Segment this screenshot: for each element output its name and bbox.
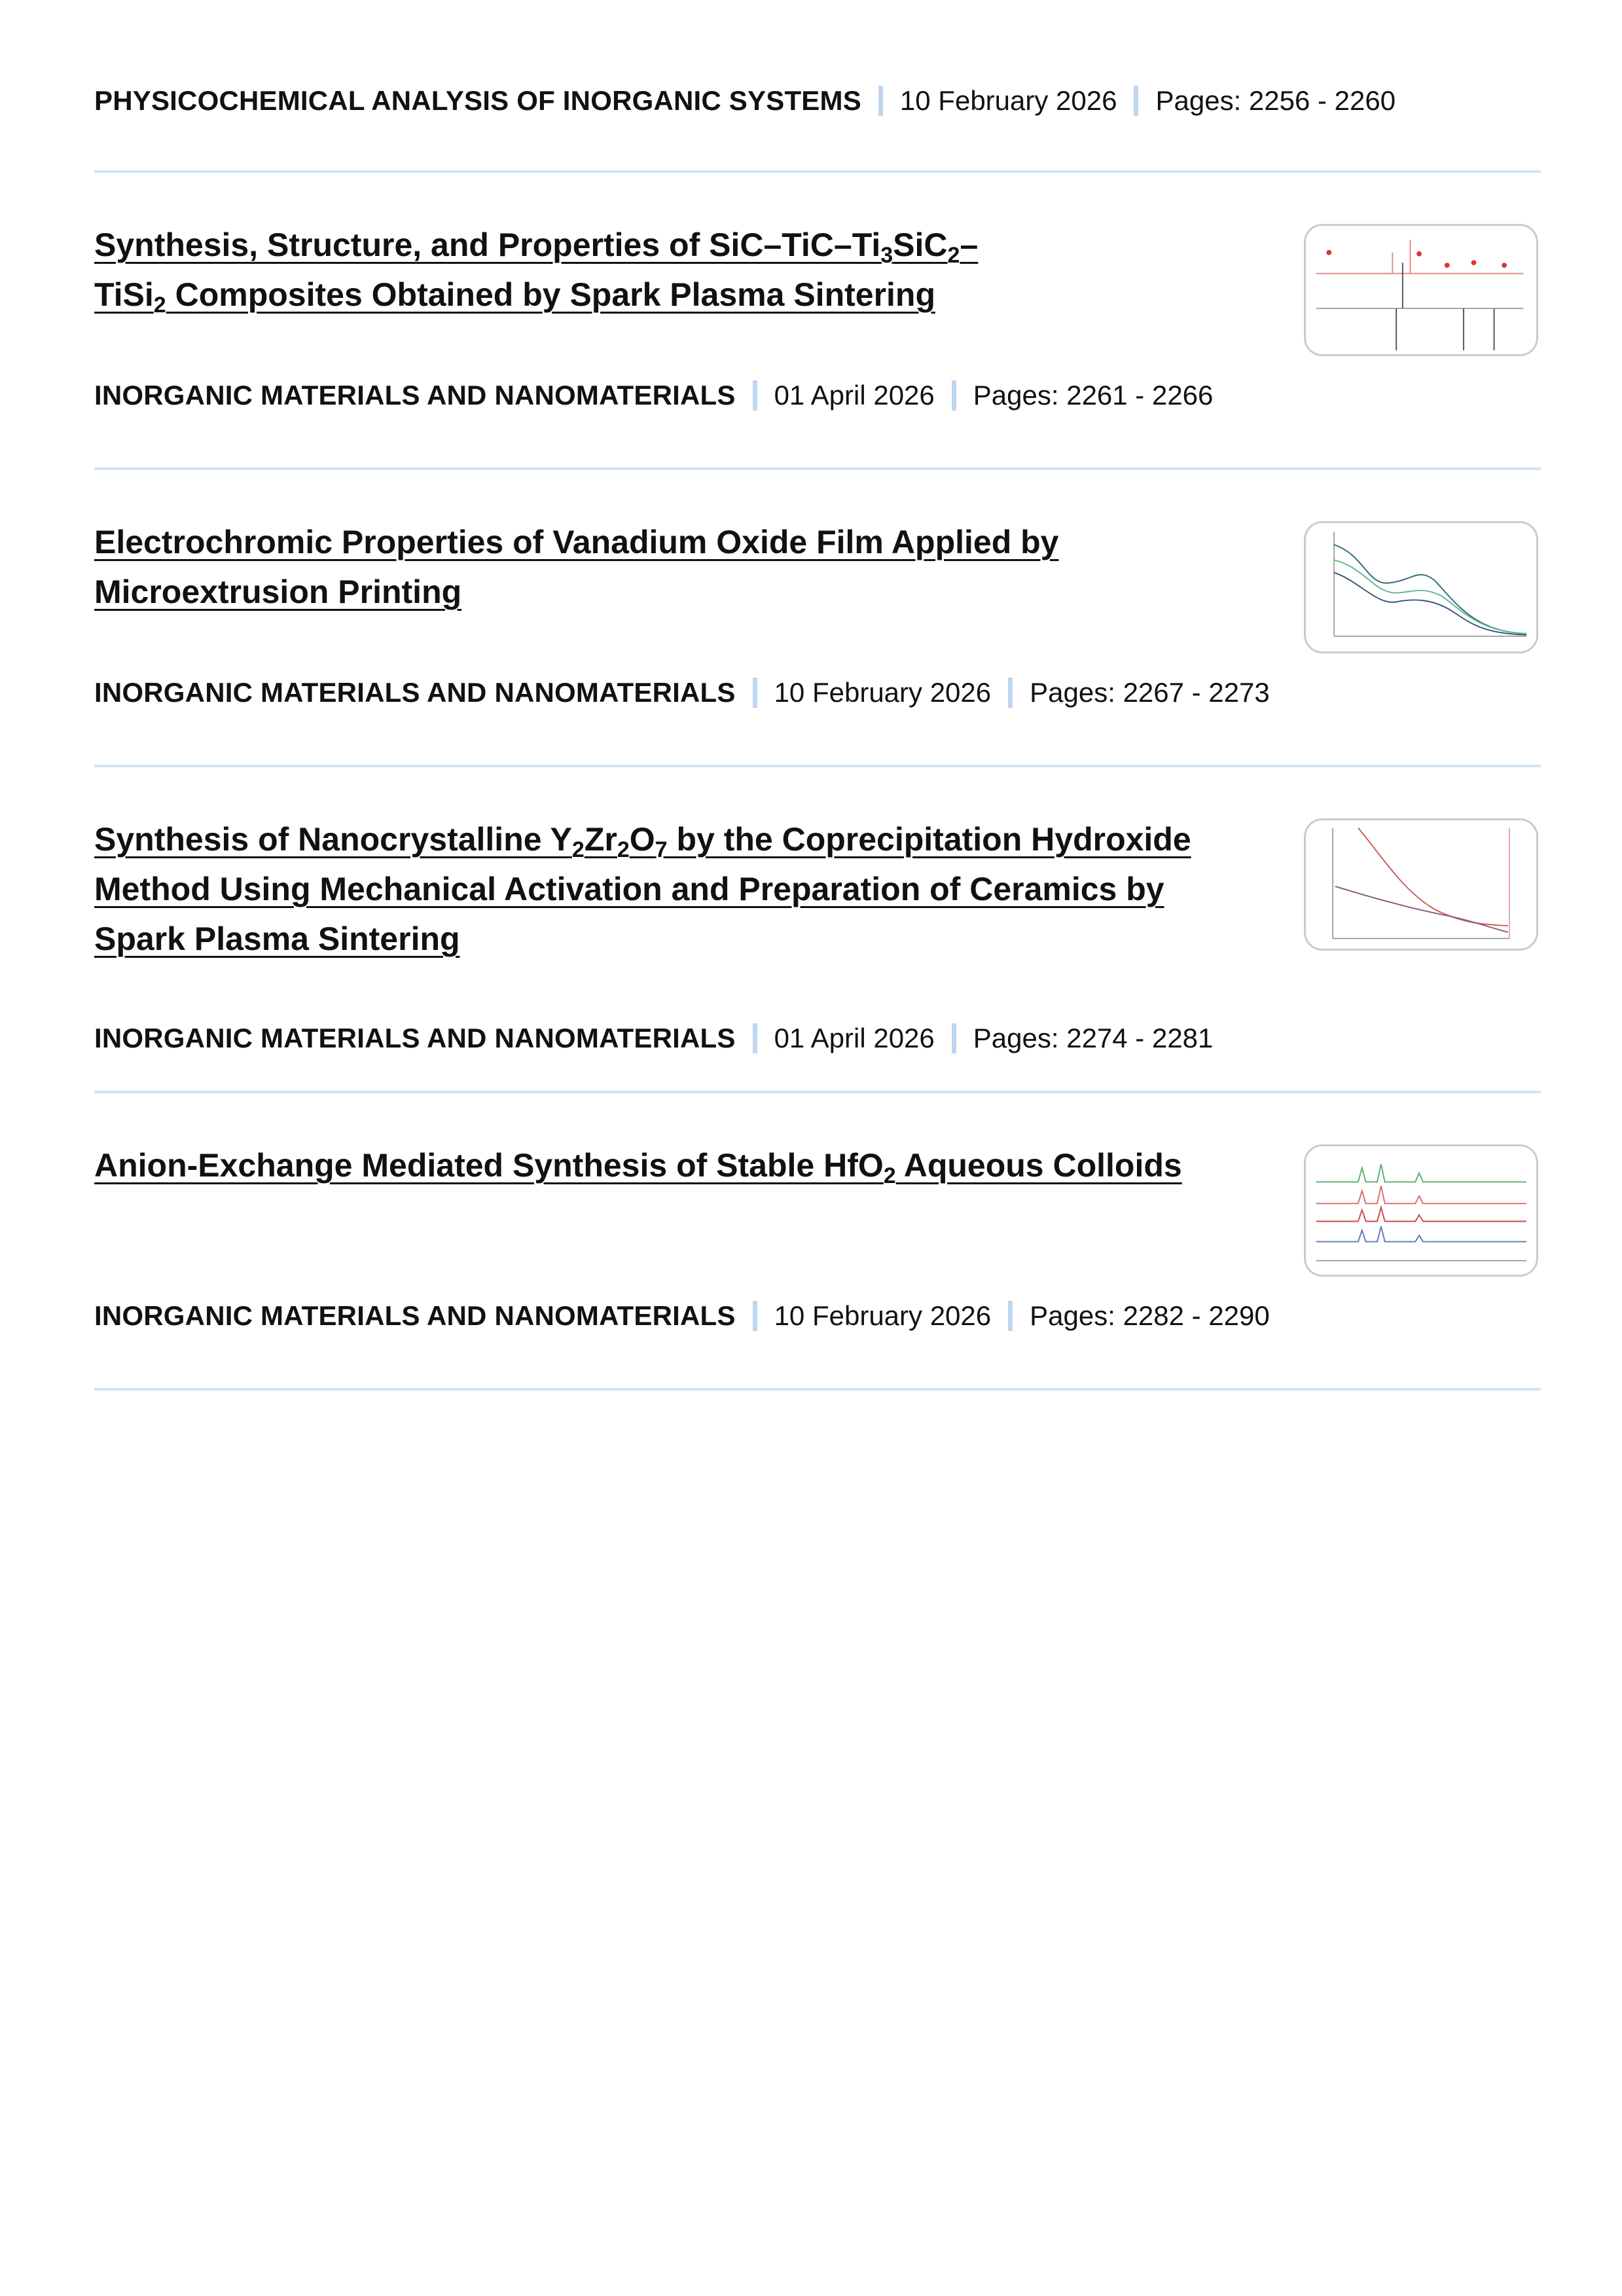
section-name: PHYSICOCHEMICAL ANALYSIS OF INORGANIC SYSTEMS [94,85,861,116]
article-title-link[interactable]: Synthesis, Structure, and Properties of SiC–$TiC-Ti_3SiC_2-$ TiSi$_2$ Composites Obtained by Spark Plasma Sintering [94,227,979,318]
article-title-link[interactable]: Synthesis of Nanocrystalline $Y_2Zr_2O_7$ by the Coprecipitation Hydroxide Method Using Mechanical Activation and Preparation of Ceramics by Spark Plasma Sintering [94,821,1191,957]
article-meta [94,378,1213,412]
section-name: INORGANIC MATERIALS AND NANOMATERIALS [94,677,736,708]
meta-separator [952,380,956,410]
article-meta [94,1299,1270,1333]
publication-date: 01 April 2026 [774,1023,935,1053]
stacked-xrd-thumbnail[interactable] [1304,1144,1538,1277]
section-name: INORGANIC MATERIALS AND NANOMATERIALS [94,1023,736,1053]
article-title-link[interactable]: Electrochromic Properties of Vanadium Oxide Film Applied by Microextrusion Printing [94,524,1059,610]
page-range: Pages: 2274 - 2281 [973,1023,1214,1053]
page-range: Pages: 2256 - 2260 [1155,85,1396,116]
divider [94,170,1541,173]
top-article-meta [94,81,1541,120]
publication-date: 10 February 2026 [899,85,1117,116]
thermal-analysis-thumbnail[interactable] [1304,818,1538,951]
meta-separator [753,380,757,410]
page-range: Pages: 2267 - 2273 [1030,677,1270,708]
meta-separator [753,678,757,708]
article-title-link[interactable]: Anion-Exchange Mediated Synthesis of Stable HfO$_2$ Aqueous Colloids [94,1147,1182,1188]
meta-separator [1008,678,1013,708]
publication-date: 10 February 2026 [774,677,992,708]
xrd-pattern-thumbnail[interactable] [1304,224,1538,356]
meta-separator [1134,86,1138,116]
divider [94,765,1541,767]
meta-separator [753,1301,757,1331]
publication-date: 01 April 2026 [774,380,935,410]
divider [94,467,1541,470]
divider [94,1091,1541,1093]
absorption-spectra-thumbnail[interactable] [1304,521,1538,653]
publication-date: 10 February 2026 [774,1300,992,1331]
meta-separator [753,1023,757,1053]
section-name: INORGANIC MATERIALS AND NANOMATERIALS [94,1300,736,1331]
divider [94,1388,1541,1391]
meta-separator [952,1023,956,1053]
page-range: Pages: 2261 - 2266 [973,380,1214,410]
article-meta [94,676,1270,710]
page-range: Pages: 2282 - 2290 [1030,1300,1270,1331]
section-name: INORGANIC MATERIALS AND NANOMATERIALS [94,380,736,410]
meta-separator [878,86,883,116]
meta-separator [1008,1301,1013,1331]
article-meta [94,1021,1213,1055]
